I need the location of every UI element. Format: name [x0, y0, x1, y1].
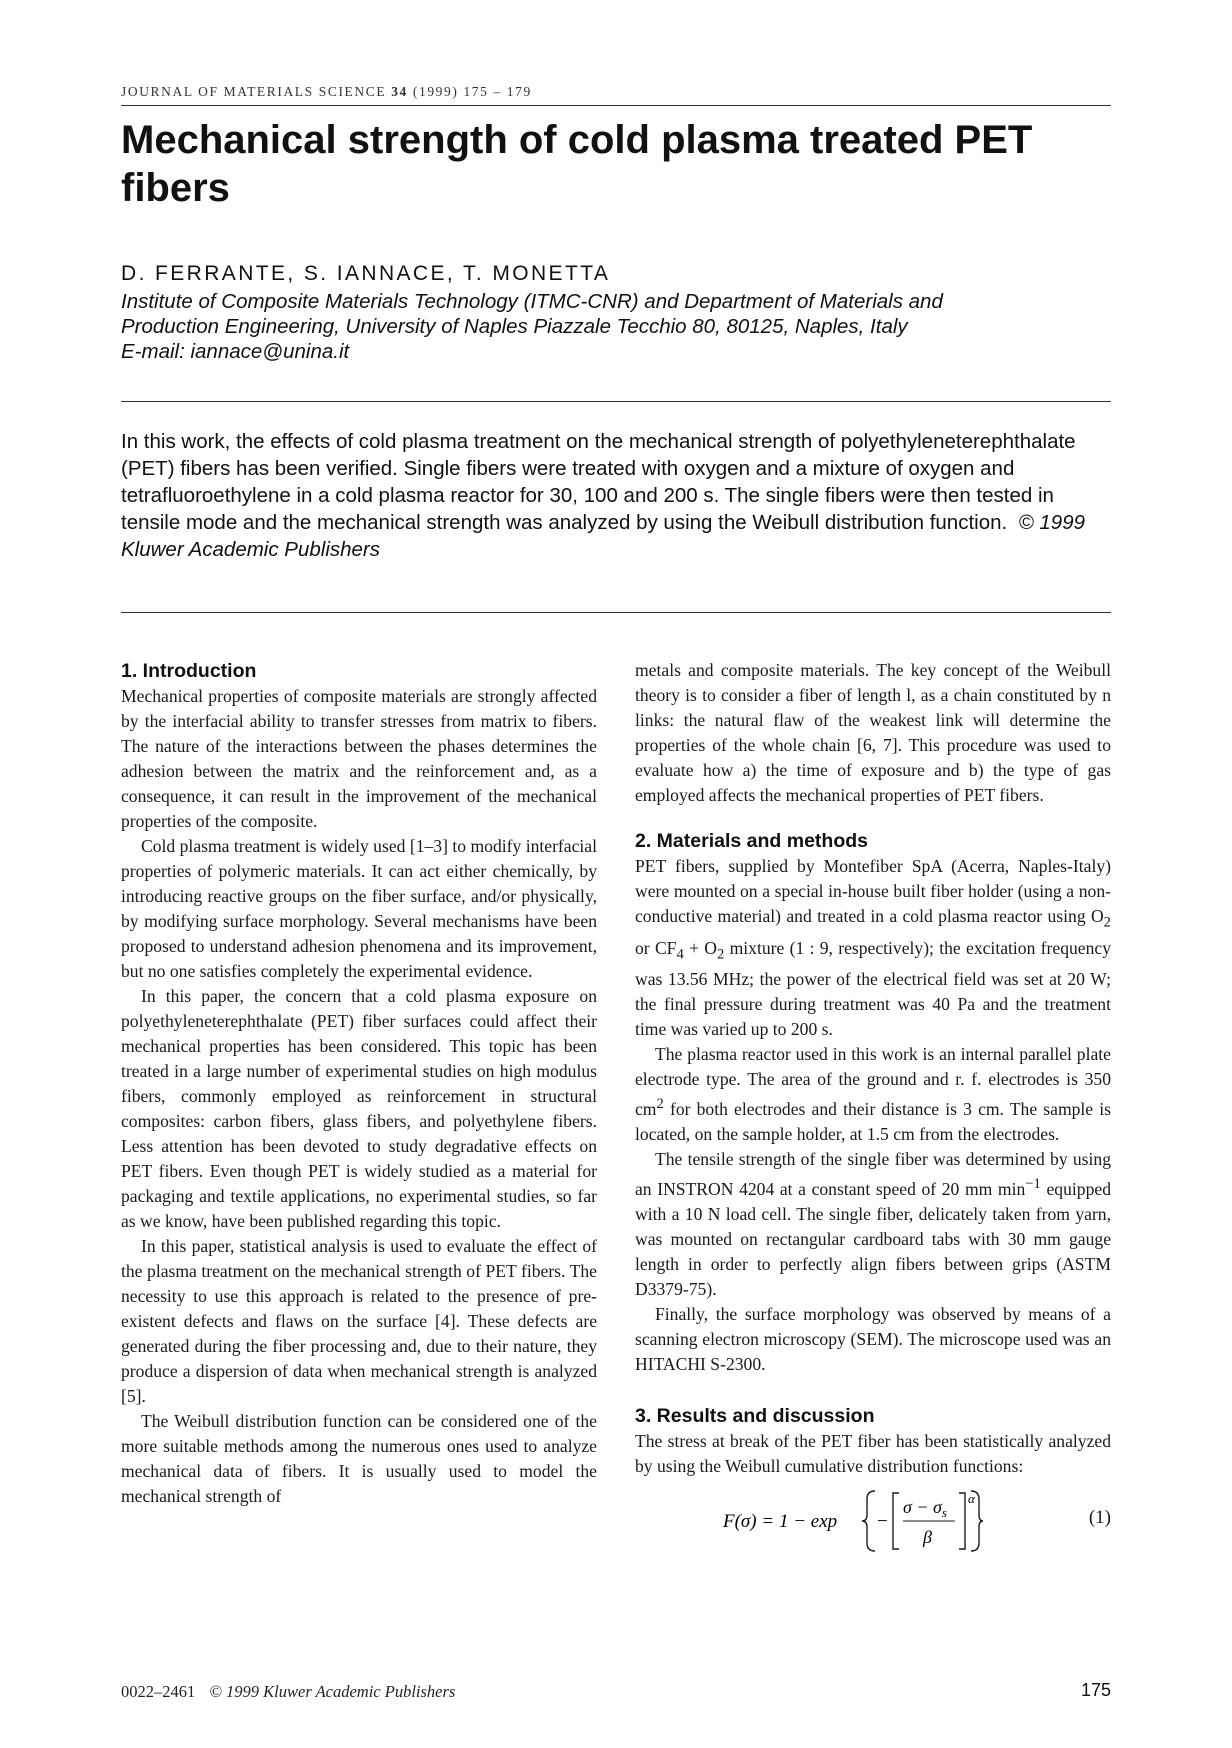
equation-1 [635, 1483, 1111, 1555]
fraction-denominator: β [923, 1526, 932, 1547]
journal-volume: 34 [391, 84, 408, 99]
article-authors: D. FERRANTE, S. IANNACE, T. MONETTA [121, 262, 611, 285]
abstract-copyright: © 1999 Kluwer Academic Publishers [121, 511, 1086, 561]
exponent-alpha: α [968, 1490, 975, 1506]
paragraph: metals and composite materials. The key concept of the Weibull theory is to consider a fiber of length l, as a chain constituted by n links: the natural flaw of the weakest link will determine the properties of the whole chain [6, 7]. This procedure was used to evaluate how a) the time of exposure and b) the type of gas employed affects the mechanical properties of PET fibers. [635, 660, 1111, 805]
page-number: 175 [1080, 1680, 1111, 1700]
issn: 0022–2461 [121, 1682, 196, 1701]
abstract [121, 428, 1111, 563]
footer-info [121, 1682, 455, 1702]
paragraph: Finally, the surface morphology was observed by means of a scanning electron microscopy (SEM). The microscope used was an HITACHI S-2300. [635, 1303, 1111, 1374]
affiliation-email: E-mail: iannace@unina.it [121, 340, 350, 363]
left-brace [862, 1491, 875, 1551]
section-heading-methods: 2. Materials and methods [635, 830, 868, 852]
paragraph: The stress at break of the PET fiber has been statistically analyzed by using the Weibull cumulative distribution functions: [635, 1430, 1111, 1476]
left-column [121, 658, 597, 1509]
article-affiliation [121, 289, 1111, 364]
paragraph: In this paper, the concern that a cold plasma exposure on polyethyleneterephthalate (PET) fiber surfaces could affect their mechanical properties has been considered. This topic has been treated in a large number of experimental studies on high modulus fibers, commonly employed as reinforcement in structural composites: carbon fibers, glass fibers, and polyethylene fibers. Less attention has been devoted to study degradative effects on PET fibers. Even though PET is widely studied as a material for packaging and textile applications, no experimental studies, so far as we know, have been published regarding this topic. [121, 986, 597, 1231]
equation-graphic [723, 1489, 983, 1553]
paragraph: The tensile strength of the single fiber was determined by using an INSTRON 4204 at a constant speed of 20 mm $\min^{-1}$ equipped with a 10 N load cell. The single fiber, delicately taken from yarn, was mounted on rectangular cardboard tabs with 30 mm gauge length in order to perfectly align fibers between grips (ASTM D3379-75). [635, 1148, 1111, 1299]
journal-year-pages: (1999) 175 – 179 [412, 84, 532, 99]
paragraph: Cold plasma treatment is widely used [1–3] to modify interfacial properties of polymeric materials. It can act either chemically, by introducing reactive groups on the fiber surface, and/or physically, by modifying surface morphology. Several mechanisms have been proposed to understand adhesion phenomena and its improvement, but no one satisfies completely the experimental evidence. [121, 836, 597, 981]
abstract-bottom-rule [121, 612, 1111, 613]
abstract-top-rule [121, 401, 1111, 402]
paragraph: Mechanical properties of composite materials are strongly affected by the interfacial ability to transfer stresses from matrix to fibers. The nature of the interactions between the phases determines the adhesion between the matrix and the reinforcement and, as a consequence, it can result in the improvement of the mechanical properties of the composite. [121, 686, 597, 831]
right-bracket [959, 1493, 965, 1549]
affiliation-line: Institute of Composite Materials Technology (ITMC-CNR) and Department of Materials and [121, 290, 943, 313]
abstract-text: In this work, the effects of cold plasma treatment on the mechanical strength of polyethyleneterephthalate (PET) fibers has been verified. Single fibers were treated with oxygen and a mixture of oxygen and tetrafluoroethylene in a cold plasma reactor for 30, 100 and 200 s. The single fibers were then tested in tensile mode and the mechanical strength was analyzed by using the Weibull distribution function. [121, 430, 1076, 534]
paragraph: PET fibers, supplied by Montefiber SpA (Acerra, Naples-Italy) were mounted on a special in-house built fiber holder (using a non-conductive material) and treated in a cold plasma reactor using $O_2$ or $CF_4 + O_2$ mixture (1 : 9, respectively); the excitation frequency was 13.56 MHz; the power of the electrical field was set at 20 W; the final pressure during treatment was 40 Pa and the treatment time was varied up to 200 s. [635, 856, 1111, 1040]
journal-name: JOURNAL OF MATERIALS SCIENCE [121, 84, 387, 99]
paragraph: The plasma reactor used in this work is an internal parallel plate electrode type. The area of the ground and r. f. electrodes is 350 $cm^2$ for both electrodes and their distance is 3 cm. The sample is located, on the sample holder, at 1.5 cm from the electrodes. [635, 1044, 1111, 1144]
article-title: Mechanical strength of cold plasma treated PET fibers [121, 118, 1033, 210]
journal-header [121, 84, 1111, 106]
section-heading-introduction: 1. Introduction [121, 660, 257, 682]
equation-number: (1) [1088, 1506, 1111, 1528]
paragraph: The Weibull distribution function can be considered one of the more suitable methods among the numerous ones used to analyze mechanical data of fibers. It is usually used to model the mechanical strength of [121, 1411, 597, 1506]
paper-page [121, 0, 1111, 1748]
equation-lhs: F(σ) = 1 − exp [723, 1510, 838, 1532]
affiliation-line: Production Engineering, University of Naples Piazzale Tecchio 80, 80125, Naples, Italy [121, 315, 908, 338]
right-column [635, 658, 1111, 1555]
left-bracket [893, 1493, 899, 1549]
fraction-numerator: $\sigma - \sigma_s$ [903, 1496, 947, 1520]
paragraph: In this paper, statistical analysis is used to evaluate the effect of the plasma treatment on the mechanical strength of PET fibers. The necessity to use this approach is related to the presence of pre-existent defects and flaws on the surface [4]. These defects are generated during the fiber processing and, due to their nature, they produce a dispersion of data when mechanical strength is analyzed [5]. [121, 1236, 597, 1406]
footer-copyright: © 1999 Kluwer Academic Publishers [209, 1682, 456, 1701]
minus-sign: − [877, 1510, 888, 1532]
section-heading-results: 3. Results and discussion [635, 1404, 875, 1427]
